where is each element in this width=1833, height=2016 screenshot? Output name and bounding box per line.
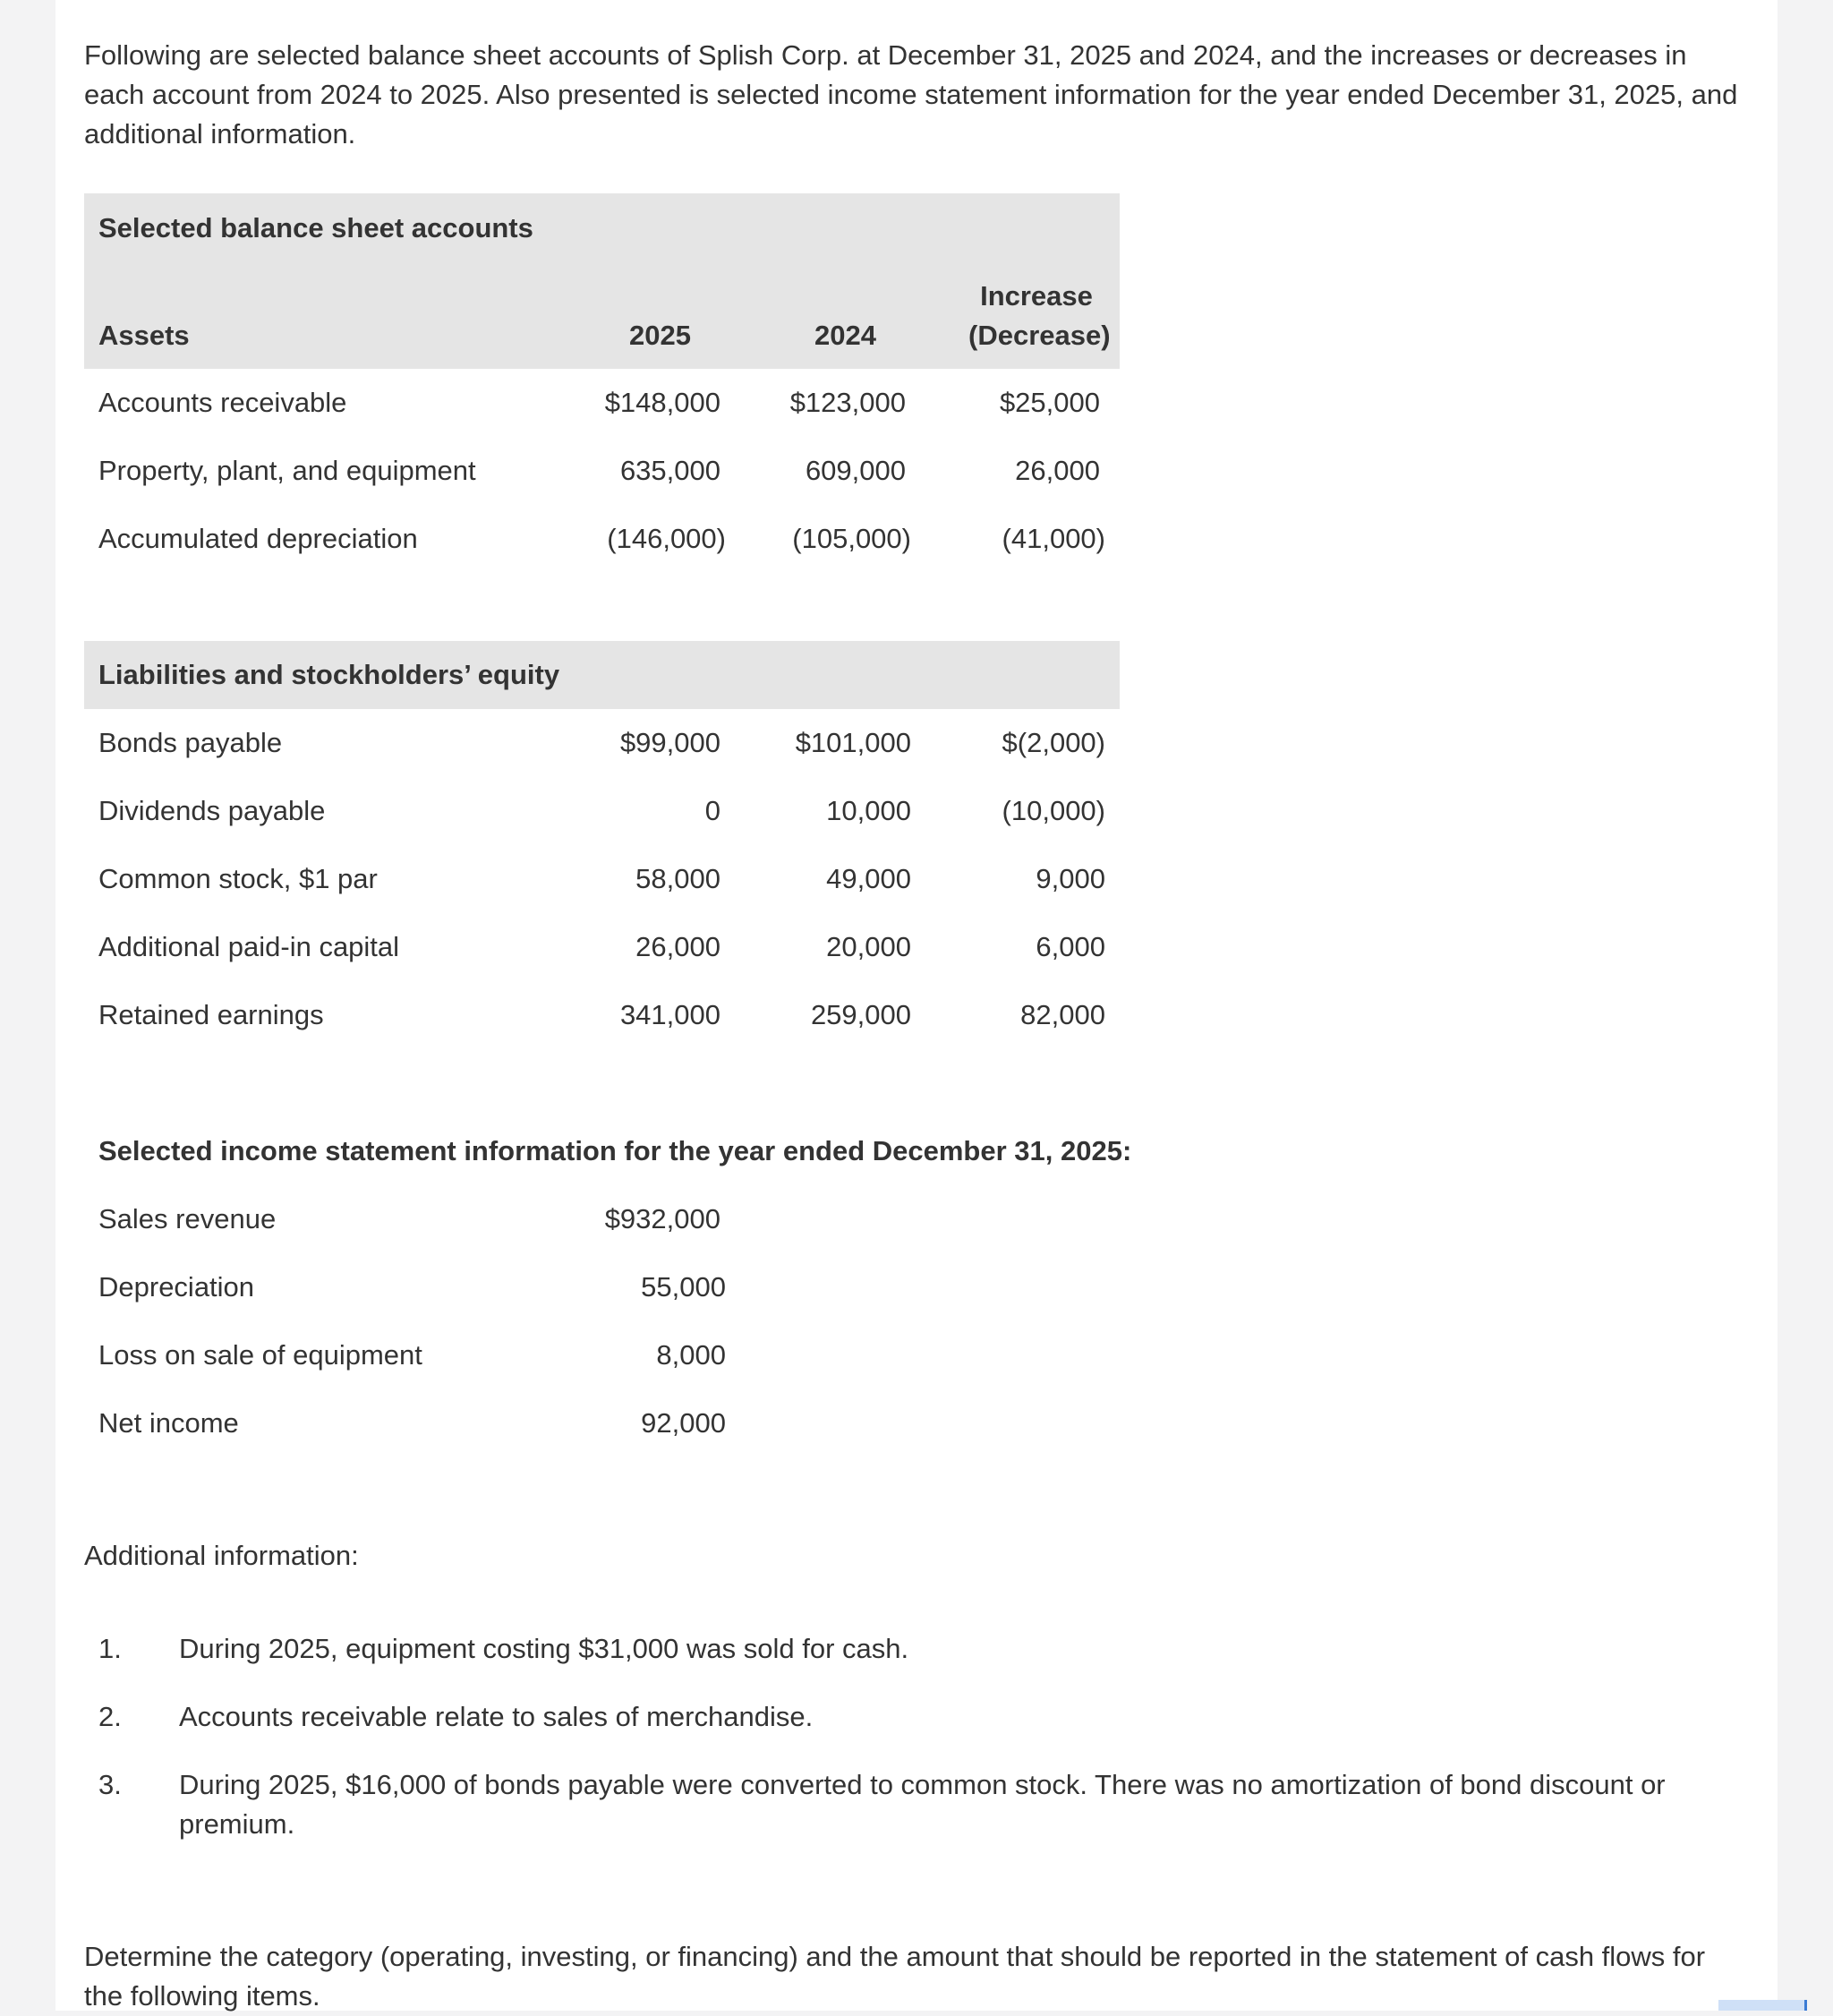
asset-row-change: 26,000 — [1015, 455, 1100, 486]
question-paragraph: Determine the category (operating, investing, or financing) and the amount that should be reported in the statement of cash flows for the following items. — [84, 1941, 1706, 2012]
asset-row-2024: $123,000 — [789, 387, 906, 418]
col-change-header-line1: Increase — [980, 280, 1093, 312]
additional-item-number: 3. — [98, 1769, 122, 1800]
additional-item-number: 2. — [98, 1701, 122, 1732]
liability-row-2024: 10,000 — [826, 795, 911, 826]
income-row-label: Depreciation — [98, 1271, 255, 1303]
additional-info-title: Additional information: — [84, 1540, 359, 1571]
liability-row-2025: 58,000 — [635, 863, 720, 894]
income-row-value: 8,000 — [656, 1339, 726, 1371]
liabilities-header: Liabilities and stockholders’ equity — [98, 659, 560, 690]
income-row-label: Loss on sale of equipment — [98, 1339, 422, 1371]
additional-item-number: 1. — [98, 1633, 122, 1664]
balance-sheet-title: Selected balance sheet accounts — [98, 212, 533, 243]
liability-row-label: Additional paid-in capital — [98, 931, 400, 962]
income-statement-title: Selected income statement information for the year ended December 31, 2025: — [98, 1135, 1132, 1166]
income-row-value: $932,000 — [604, 1203, 720, 1234]
liability-row-2024: 259,000 — [810, 999, 911, 1030]
liability-row-2025: 26,000 — [635, 931, 720, 962]
liability-row-change: 82,000 — [1020, 999, 1105, 1030]
asset-row-change: $25,000 — [999, 387, 1100, 418]
asset-row-2024: (105,000) — [792, 523, 911, 554]
answer-box-edge[interactable] — [1718, 2000, 1807, 2011]
income-row-label: Sales revenue — [98, 1203, 277, 1234]
liability-row-label: Bonds payable — [98, 727, 283, 758]
liability-row-change: 6,000 — [1036, 931, 1105, 962]
liability-row-change: $(2,000) — [1002, 727, 1105, 758]
col-change-header-line2: (Decrease) — [968, 320, 1111, 351]
asset-row-2025: (146,000) — [607, 523, 726, 554]
income-row-value: 92,000 — [641, 1407, 726, 1439]
income-row-value: 55,000 — [641, 1271, 726, 1303]
additional-item-text: Accounts receivable relate to sales of merchandise. — [179, 1701, 814, 1732]
additional-item-text: During 2025, $16,000 of bonds payable were converted to common stock. There was no amortization of bond discount or premium. — [179, 1769, 1666, 1840]
asset-row-change: (41,000) — [1002, 523, 1105, 554]
liability-row-label: Retained earnings — [98, 999, 324, 1030]
asset-row-2024: 609,000 — [805, 455, 906, 486]
col-2025-header: 2025 — [629, 320, 691, 351]
liability-row-change: 9,000 — [1036, 863, 1105, 894]
liability-row-label: Dividends payable — [98, 795, 326, 826]
asset-row-2025: 635,000 — [619, 455, 720, 486]
liability-row-change: (10,000) — [1002, 795, 1105, 826]
liability-row-2025: $99,000 — [619, 727, 720, 758]
income-row-label: Net income — [98, 1407, 239, 1439]
intro-paragraph: Following are selected balance sheet accounts of Splish Corp. at December 31, 2025 and 2024, and the increases or decreases in each account from 2024 to 2025. Also presented is selected income statement information for the year ended December 31, 2025, and additional information. — [84, 39, 1738, 149]
additional-item-text: During 2025, equipment costing $31,000 was sold for cash. — [179, 1633, 909, 1664]
liability-row-2025: 0 — [704, 795, 720, 826]
asset-row-label: Property, plant, and equipment — [98, 455, 476, 486]
asset-row-2025: $148,000 — [604, 387, 720, 418]
liability-row-label: Common stock, $1 par — [98, 863, 378, 894]
asset-row-label: Accounts receivable — [98, 387, 347, 418]
assets-header: Assets — [98, 320, 190, 351]
liability-row-2024: 49,000 — [826, 863, 911, 894]
liability-row-2024: $101,000 — [795, 727, 911, 758]
liability-row-2024: 20,000 — [826, 931, 911, 962]
asset-row-label: Accumulated depreciation — [98, 523, 418, 554]
liability-row-2025: 341,000 — [619, 999, 720, 1030]
col-2024-header: 2024 — [814, 320, 876, 351]
